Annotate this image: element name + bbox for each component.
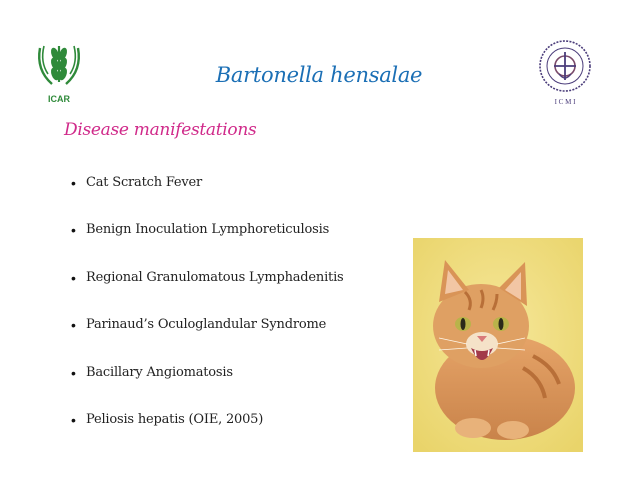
icar-logo-text: ICAR <box>48 94 70 104</box>
bullet-item <box>71 222 344 269</box>
slide-title: Bartonella hensalae <box>215 63 423 87</box>
bullet-text: Cat Scratch Fever <box>86 175 203 190</box>
bullet-item <box>71 317 344 364</box>
icmi-logo-text: I C M I <box>554 98 576 106</box>
bullet-dot: • <box>71 364 76 381</box>
bullet-text: Peliosis hepatis (OIE, 2005) <box>86 411 264 427</box>
bullet-dot: • <box>71 175 76 191</box>
bullet-text: Benign Inoculation Lymphoreticulosis <box>86 222 330 238</box>
bullet-item <box>71 364 344 412</box>
bullet-item <box>71 411 344 459</box>
cat-photo <box>413 238 583 452</box>
bullet-dot: • <box>71 411 76 428</box>
bullet-dot: • <box>71 269 76 286</box>
slide-subtitle: Disease manifestations <box>64 120 257 140</box>
bullet-text: Regional Granulomatous Lymphadenitis <box>86 269 344 285</box>
bullet-dot: • <box>71 317 76 334</box>
bullet-text: Bacillary Angiomatosis <box>86 364 233 380</box>
bullet-item <box>71 269 344 317</box>
bullet-item <box>71 175 344 222</box>
bullet-text: Parinaud’s Oculoglandular Syndrome <box>86 317 327 333</box>
bullet-list <box>71 175 344 459</box>
bullet-dot: • <box>71 222 76 239</box>
